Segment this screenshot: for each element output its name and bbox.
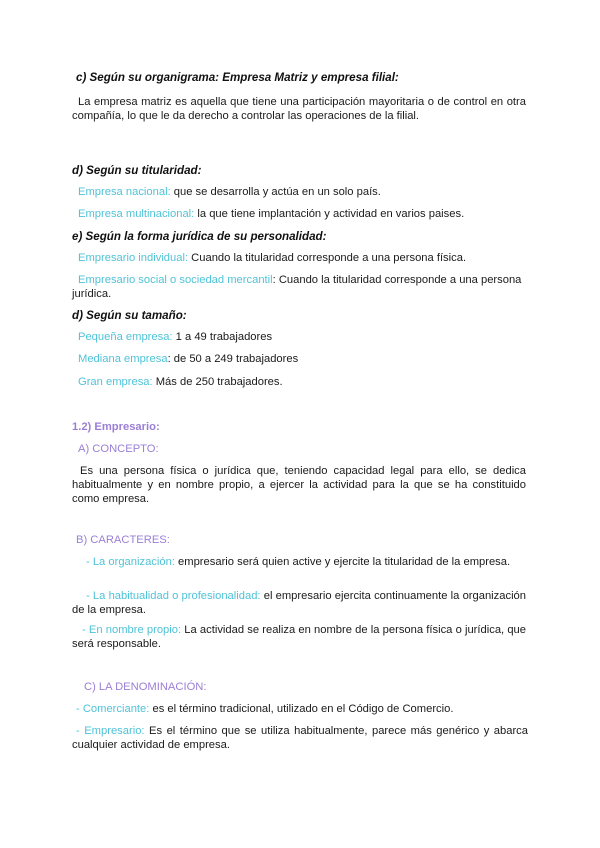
definition: : de 50 a 249 trabajadores (167, 353, 299, 365)
term: Empresa multinacional: (78, 208, 195, 220)
definition: Cuando la titularidad corresponde a una persona física. (188, 252, 467, 264)
term: Empresa nacional: (78, 186, 171, 198)
heading-forma-juridica: e) Según la forma jurídica de su personalidad: (72, 230, 327, 243)
item-comerciante (76, 702, 532, 716)
heading-tamano: d) Según su tamaño: (72, 309, 187, 322)
item-gran-empresa (78, 375, 534, 389)
item-empresa-multinacional (78, 207, 534, 221)
heading-organigrama: c) Según su organigrama: Empresa Matriz y empresa filial: (76, 71, 399, 84)
definition: La actividad se realiza en nombre de la persona física o jurídica, que será responsable. (72, 624, 526, 650)
item-pequena-empresa (78, 330, 534, 344)
term: Empresario individual: (78, 252, 189, 264)
item-mediana-empresa (78, 352, 534, 366)
heading-empresario: 1.2) Empresario: (72, 421, 160, 433)
paragraph-empresa-matriz: La empresa matriz es aquella que tiene una participación mayoritaria o de control en otra compañía, lo que le da derecho a controlar las operaciones de la filial. (72, 96, 526, 122)
term: - La habitualidad o profesionalidad: (86, 590, 261, 602)
term: - Empresario: (76, 725, 145, 737)
item-empresario-social (72, 273, 528, 301)
item-empresario-individual (78, 251, 534, 265)
item-empresa-nacional (78, 185, 534, 199)
paragraph-concepto: Es una persona física o jurídica que, teniendo capacidad legal para ello, se dedica habitualmente y en nombre propio, a ejercer la actividad para la que se ha constituido como empresa. (72, 465, 526, 505)
term: Pequeña empresa: (78, 331, 173, 343)
definition: : Cuando la titularidad corresponde a una persona jurídica. (72, 274, 522, 300)
item-nombre-propio (72, 623, 526, 651)
heading-concepto: A) CONCEPTO: (78, 443, 159, 455)
definition: 1 a 49 trabajadores (172, 331, 273, 343)
definition: la que tiene implantación y actividad en varios paises. (194, 208, 465, 220)
definition: el empresario ejercita continuamente la organización de la empresa. (72, 590, 527, 616)
term: - La organización: (86, 556, 175, 568)
term: Gran empresa: (78, 376, 153, 388)
item-habitualidad (72, 589, 526, 617)
term: Empresario social o sociedad mercantil (78, 274, 273, 286)
item-organizacion (72, 555, 526, 569)
term: Mediana empresa (78, 353, 168, 365)
definition: Más de 250 trabajadores. (152, 376, 283, 388)
term: - En nombre propio: (82, 624, 182, 636)
definition: Es el término que se utiliza habitualmente, parece más genérico y abarca cualquier actividad de empresa. (72, 725, 528, 751)
definition: es el término tradicional, utilizado en el Código de Comercio. (149, 703, 454, 715)
heading-denominacion: C) LA DENOMINACIÓN: (84, 681, 207, 693)
term: - Comerciante: (76, 703, 150, 715)
definition: empresario será quien active y ejercite la titularidad de la empresa. (174, 556, 511, 568)
heading-caracteres: B) CARACTERES: (76, 534, 170, 546)
definition: que se desarrolla y actúa en un solo país. (170, 186, 381, 198)
heading-titularidad: d) Según su titularidad: (72, 164, 202, 177)
item-empresario-denominacion (72, 724, 528, 752)
